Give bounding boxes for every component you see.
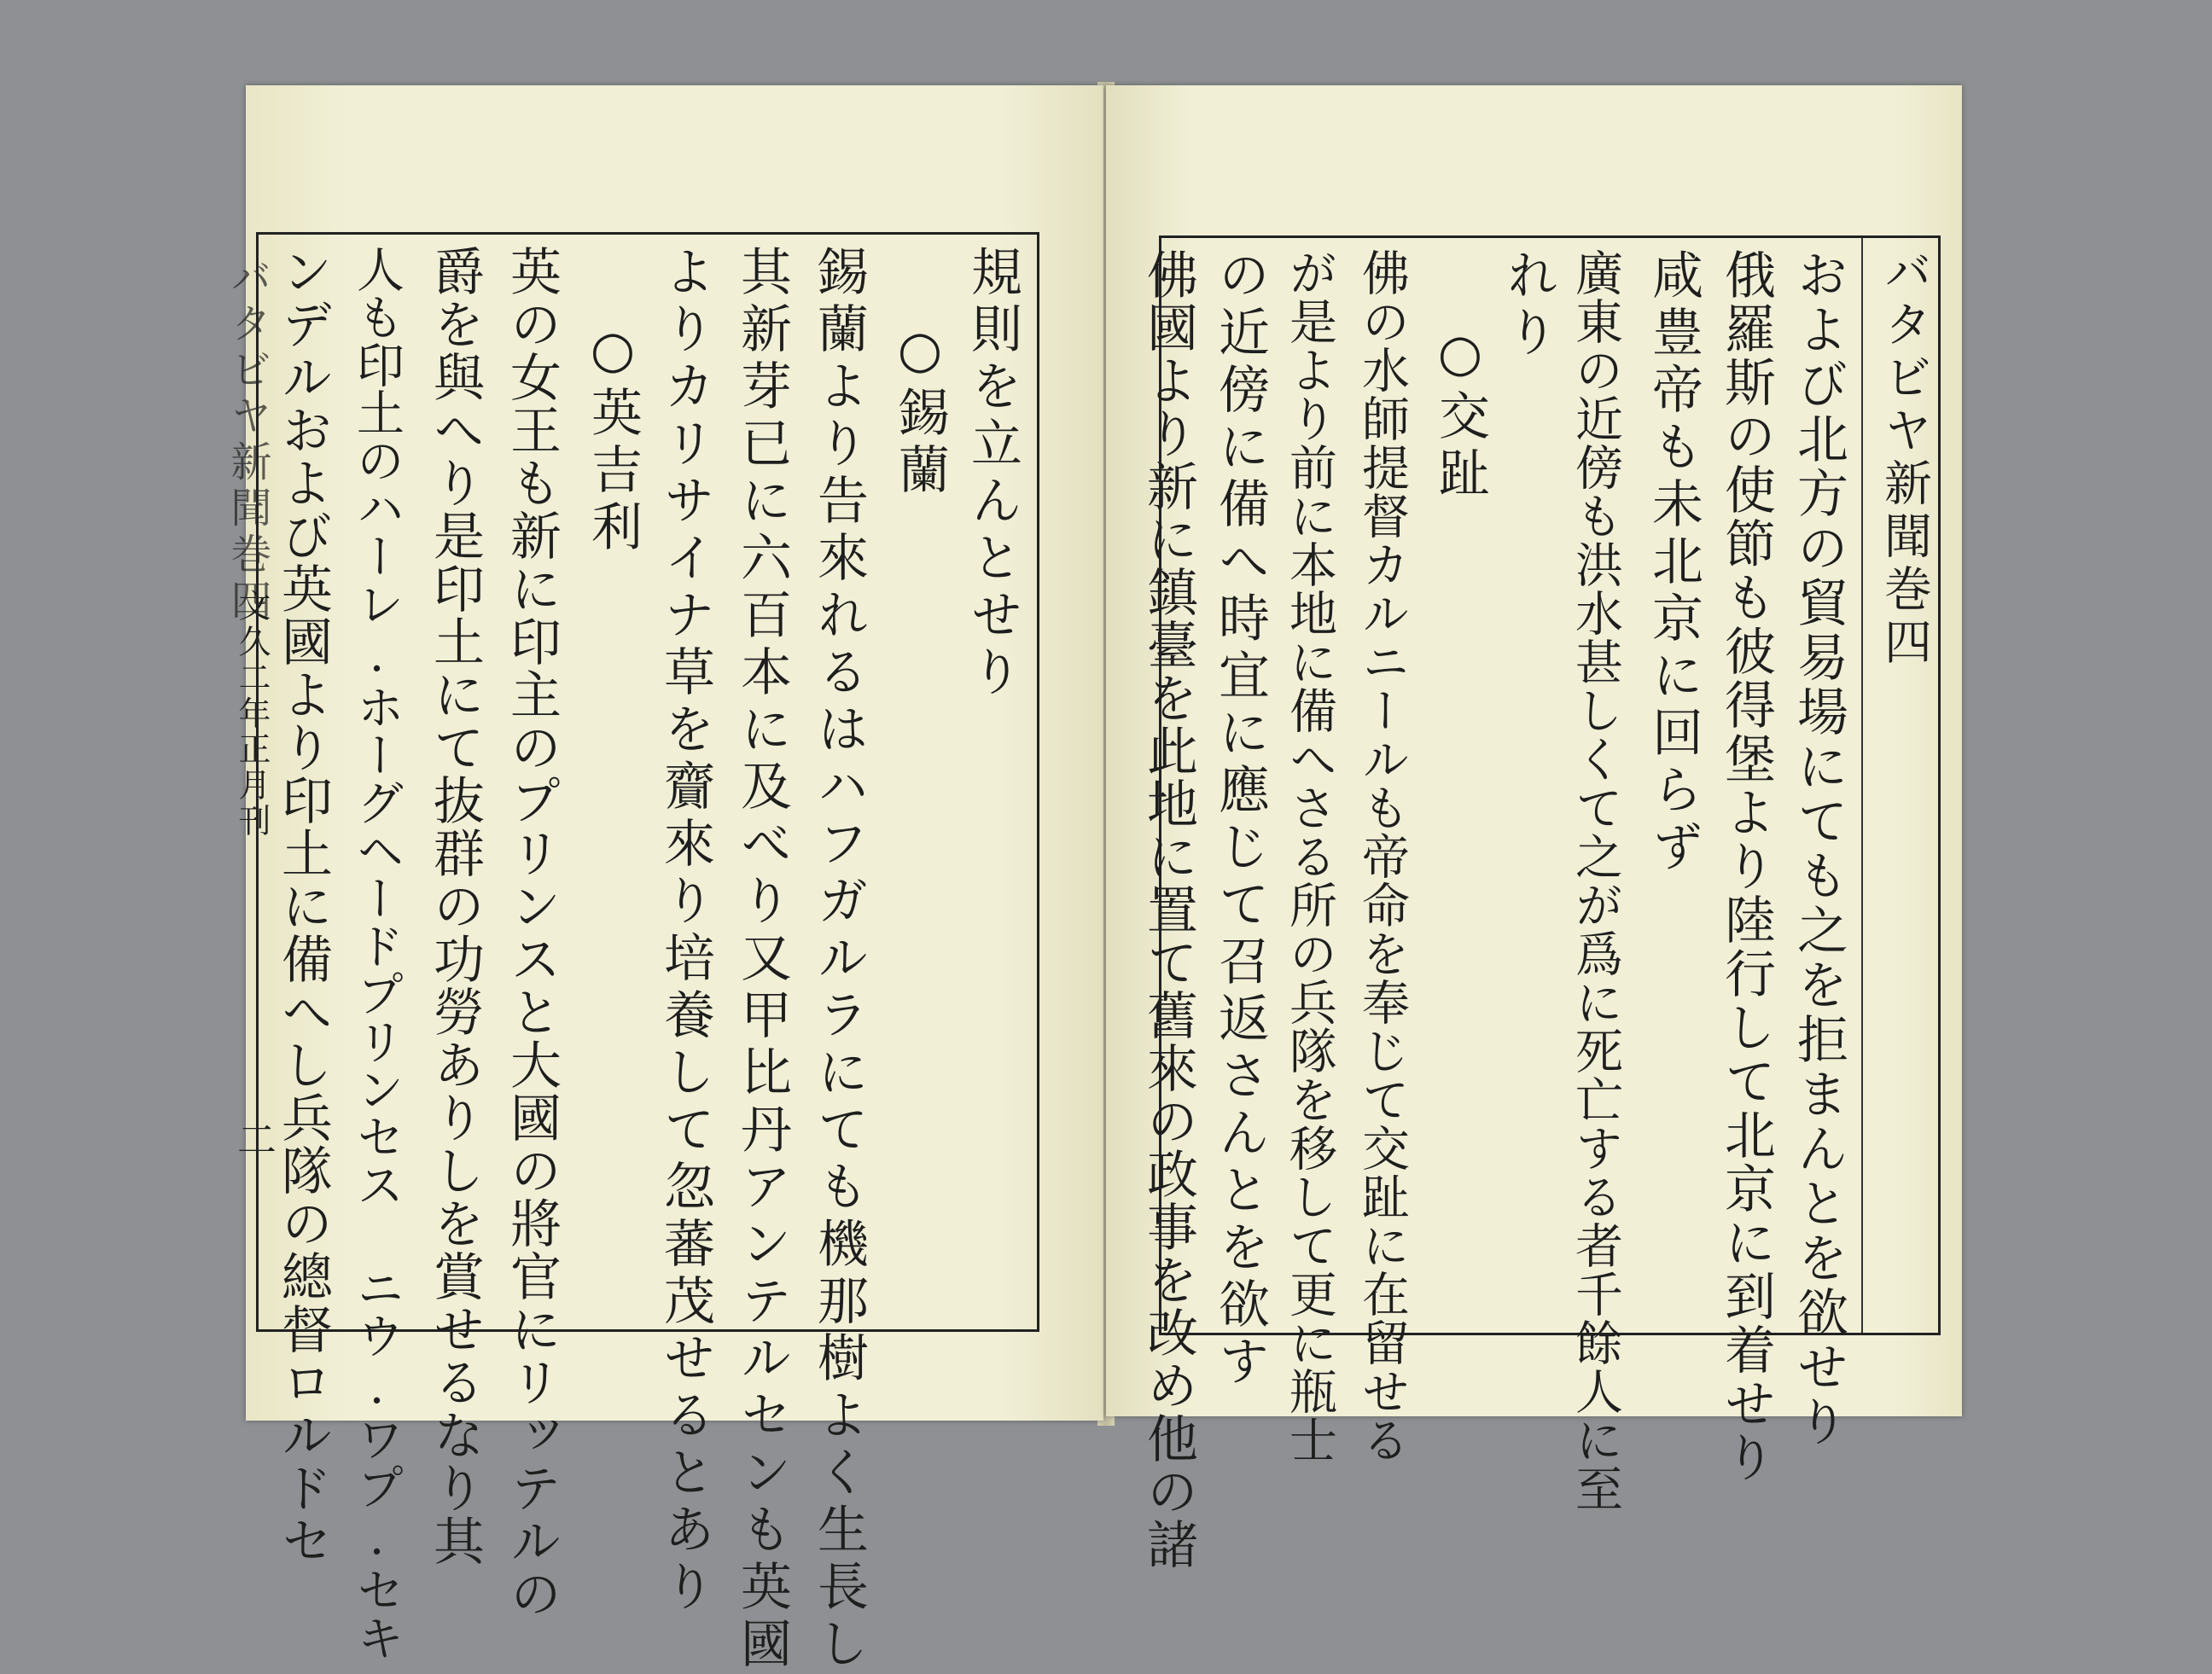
text-column: 爵を與へり是印土にて抜群の功勞ありしを賞せるなり其 (425, 245, 485, 1567)
text-column: ンデルおよび英國より印土に備へし兵隊の總督ロルドセ (273, 245, 333, 1567)
text-column: よりカリサイナ草を齎來り培養して忽蕃茂せるとあり (655, 245, 715, 1617)
text-column: 錫蘭より告來れるはハフガルラにても機那樹よく生長し (809, 245, 869, 1674)
text-column: れり (1499, 248, 1558, 363)
text-column: 佛國より新に鎮臺を此地に置て舊來の政事を改め他の諸 (1138, 248, 1198, 1571)
right-page (1106, 85, 1962, 1571)
right-text-frame (1138, 235, 1941, 1571)
left-page-title: バタビヤ新聞巻四 (224, 256, 271, 625)
right-page-title: バタビヤ新聞巻四 (1877, 247, 1932, 670)
left-page (224, 85, 1103, 1674)
text-column: 佛の水師提督カルニールも帝命を奉じて交趾に在留せる (1354, 248, 1410, 1464)
section-heading: ○錫蘭 (890, 320, 950, 500)
text-column: 英の女王も新に印主のプリンスと大國の將官にリッテルの (502, 245, 562, 1620)
section-heading: ○交趾 (1430, 323, 1490, 503)
left-text-frame (256, 232, 1039, 1674)
text-column: 廣東の近傍も洪水甚しくて之が爲に死亡する者千餘人に至 (1568, 248, 1623, 1513)
header-rule (1861, 238, 1863, 1333)
text-column: 規則を立んとせり (963, 245, 1022, 702)
text-column: の近傍に備へ時宜に應じて召返さんとを欲す (1210, 248, 1270, 1392)
text-column: 俄羅斯の使節も彼得堡より陸行して北京に到着せり (1716, 248, 1776, 1485)
text-column: が是より前に本地に備へさる所の兵隊を移して更に瓶士 (1282, 248, 1337, 1464)
section-heading: ○英吉利 (583, 320, 643, 557)
text-column: および北方の貿易場にても之を拒まんとを欲せり (1789, 248, 1848, 1450)
text-column: 咸豊帝も未北京に回らず (1644, 248, 1703, 877)
text-column: 其新芽已に六百本に及べり又甲比丹アンテルセンも英國 (732, 245, 792, 1674)
left-page-date: 文久二年正月刊 (233, 589, 271, 840)
text-column: 人も印土のハーレ.ホーグヘードプリンセス ニウ.ワプ.セキ (349, 245, 405, 1661)
left-page-number: 二 (237, 1117, 276, 1163)
